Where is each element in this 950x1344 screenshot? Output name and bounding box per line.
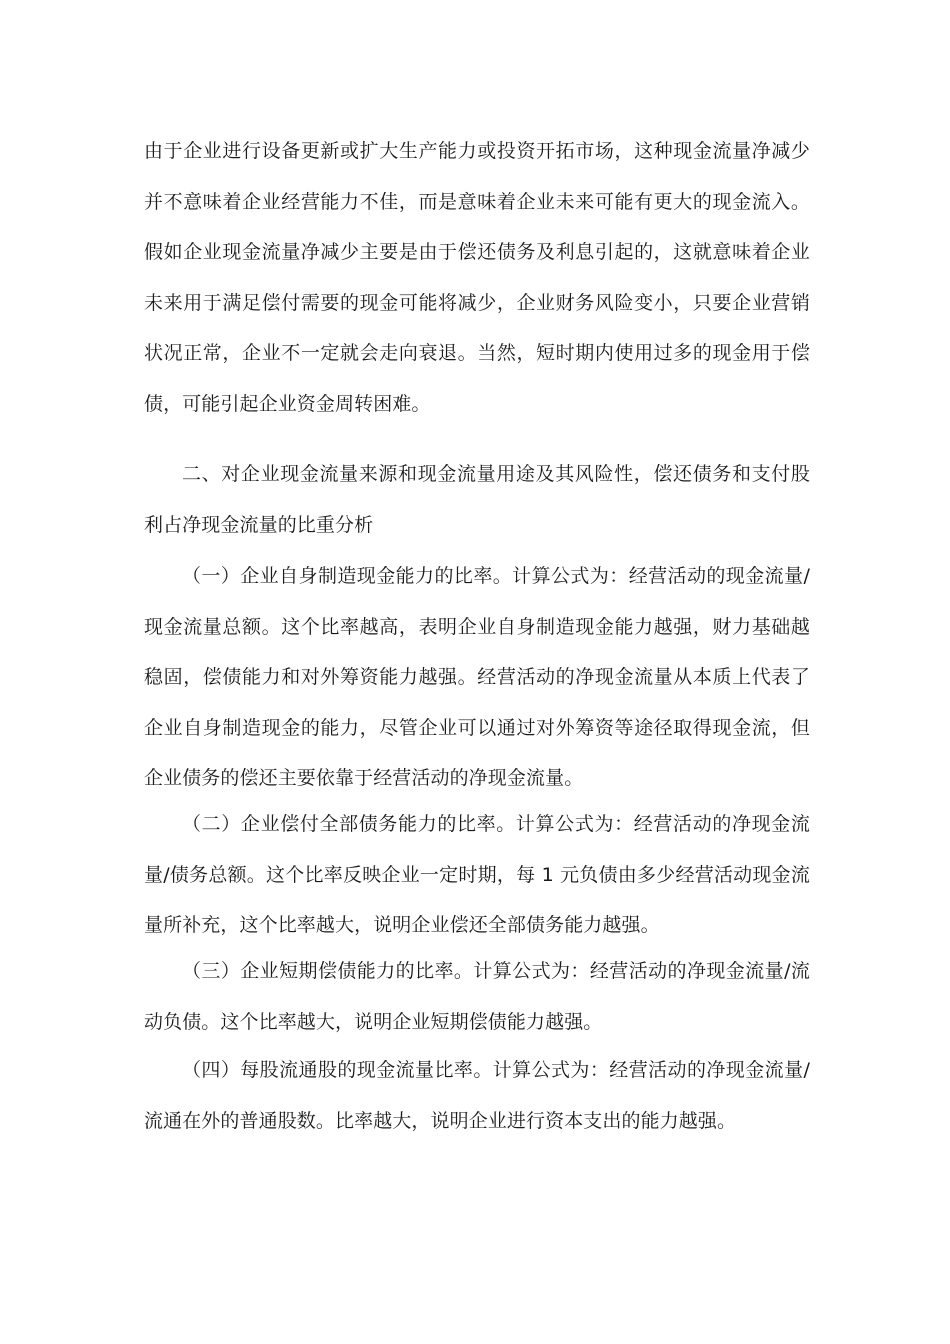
paragraph-per-share-ratio: （四）每股流通股的现金流量比率。计算公式为：经营活动的净现金流量/流通在外的普通股数。比率越大，说明企业进行资本支出的能力越强。 bbox=[144, 1059, 810, 1132]
paragraph-short-term-ratio: （三）企业短期偿债能力的比率。计算公式为：经营活动的净现金流量/流动负债。这个比率越大，说明企业短期偿债能力越强。 bbox=[144, 960, 810, 1033]
paragraph-self-cash-ratio: （一）企业自身制造现金能力的比率。计算公式为：经营活动的现金流量/现金流量总额。这个比率越高，表明企业自身制造现金能力越强，财力基础越稳固，偿债能力和对外筹资能力越强。经营活动的净现金流量从本质上代表了企业自身制造现金的能力，尽管企业可以通过对外筹资等途径取得现金流，但企业债务的偿还主要依靠于经营活动的净现金流量。 bbox=[144, 565, 810, 789]
section-heading-cash-flow-analysis: 二、对企业现金流量来源和现金流量用途及其风险性，偿还债务和支付股利占净现金流量的比重分析 bbox=[144, 463, 810, 536]
paragraph-total-debt-ratio: （二）企业偿付全部债务能力的比率。计算公式为：经营活动的净现金流量/债务总额。这个比率反映企业一定时期，每 1 元负债由多少经营活动现金流量所补充，这个比率越大，说明企业偿还全部债务能力越强。 bbox=[144, 813, 810, 936]
paragraph-cash-flow-decrease: 由于企业进行设备更新或扩大生产能力或投资开拓市场，这种现金流量净减少并不意味着企业经营能力不佳，而是意味着企业未来可能有更大的现金流入。假如企业现金流量净减少主要是由于偿还债务及利息引起的，这就意味着企业未来用于满足偿付需要的现金可能将减少，企业财务风险变小，只要企业营销状况正常，企业不一定就会走向衰退。当然，短时期内使用过多的现金用于偿债，可能引起企业资金周转困难。 bbox=[144, 140, 810, 415]
